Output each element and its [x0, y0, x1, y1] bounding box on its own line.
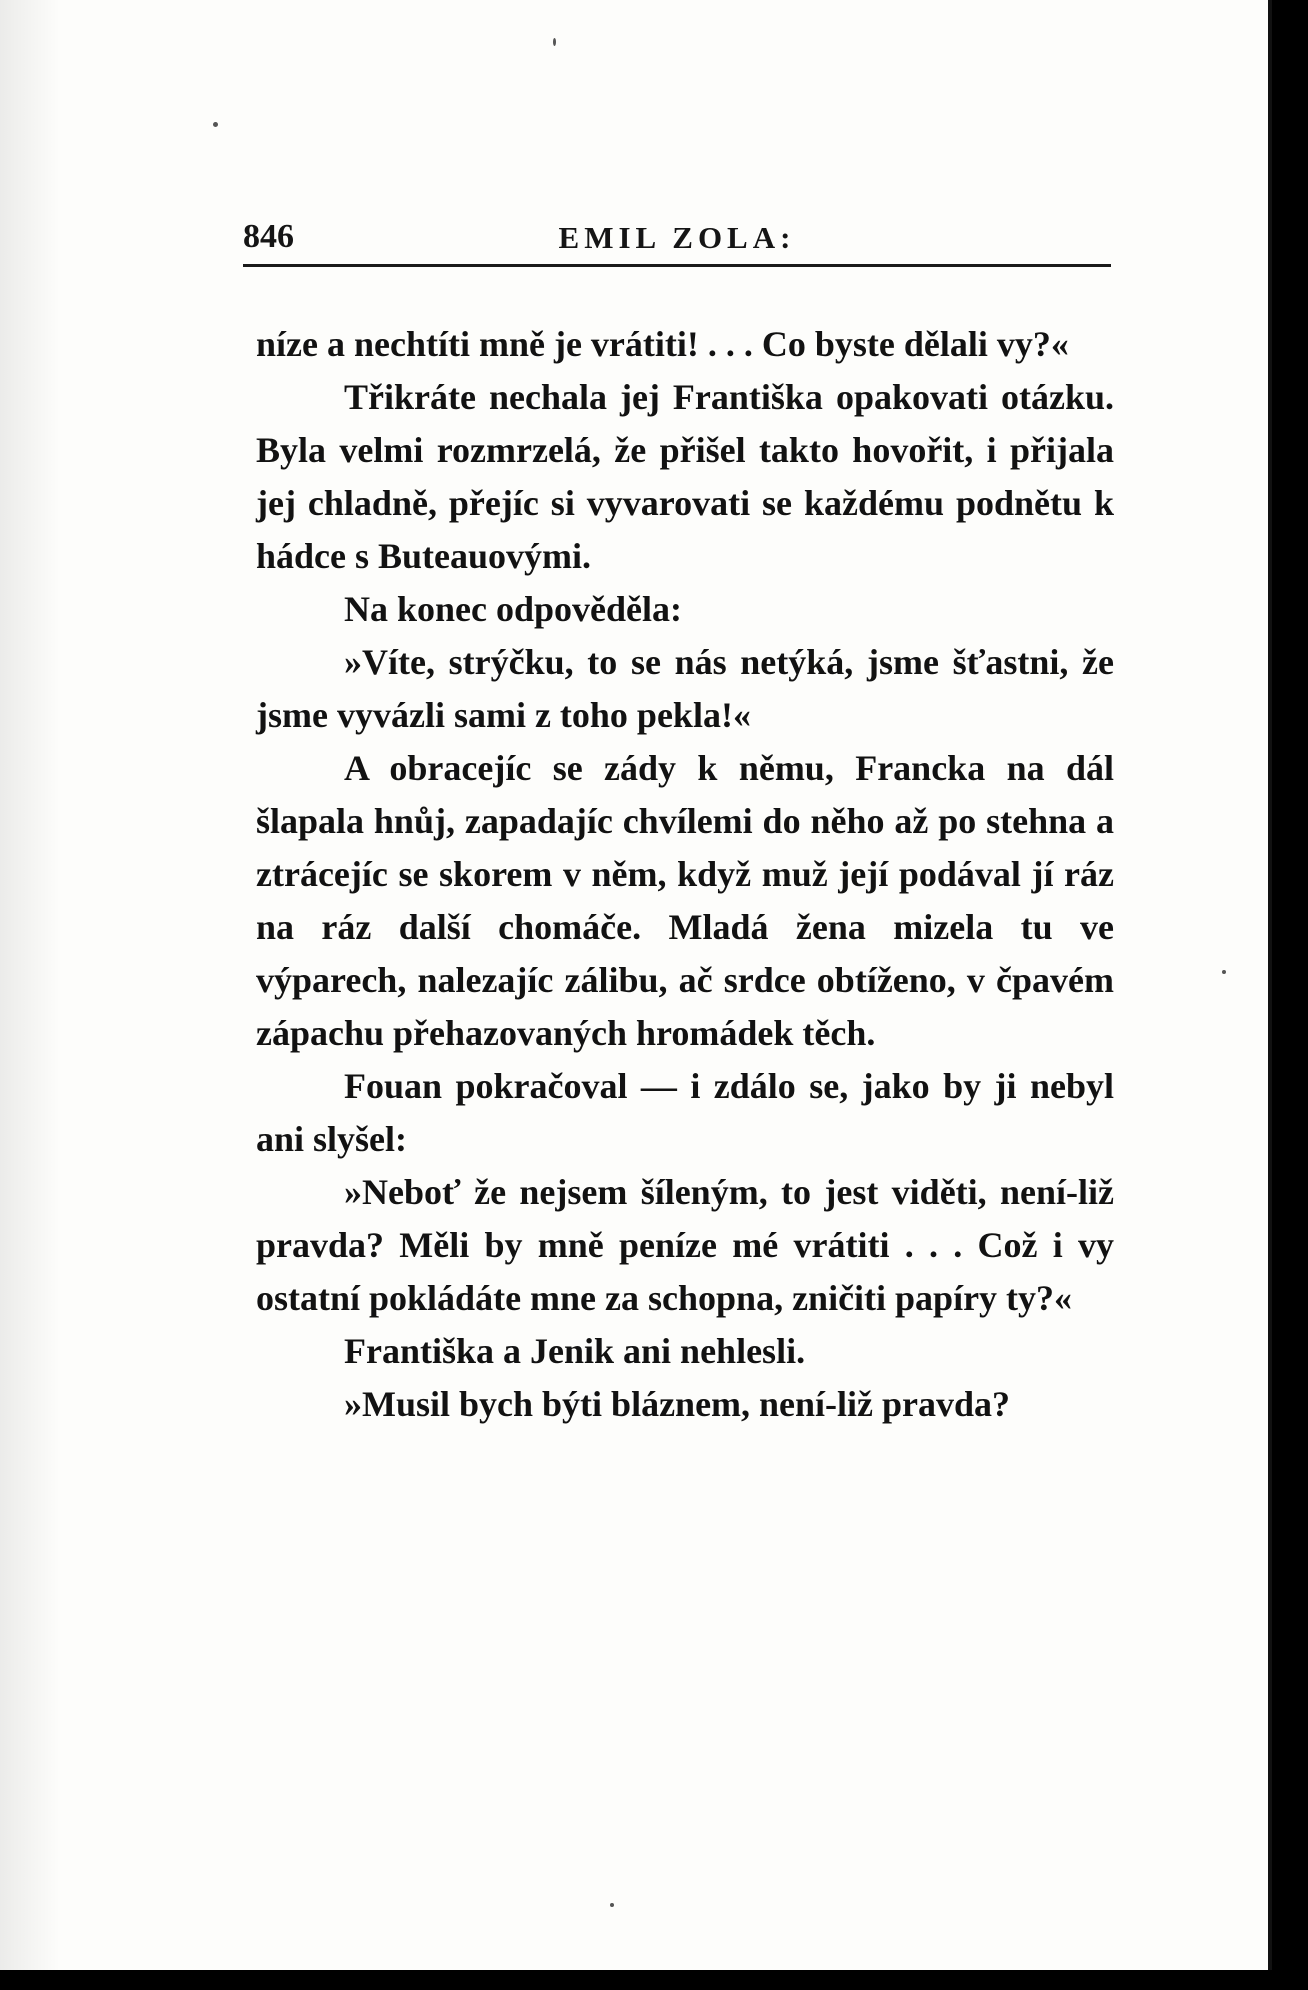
scan-speck — [213, 122, 218, 127]
page-edge-shadow — [0, 0, 60, 1970]
paragraph: Fouan pokračoval — i zdálo se, jako by ji nebyl ani slyšel: — [256, 1066, 1114, 1159]
scan-speck — [610, 1903, 614, 1907]
paragraph: Františka a Jenik ani nehlesli. — [344, 1331, 806, 1371]
page-number: 846 — [243, 218, 294, 255]
running-head: EMIL ZOLA: — [558, 220, 796, 255]
paragraph: níze a nechtíti mně je vrátiti! . . . Co byste dělali vy?« — [256, 324, 1069, 364]
paragraph: Na konec odpověděla: — [344, 589, 683, 629]
header-rule — [243, 264, 1111, 267]
scan-speck — [1222, 970, 1226, 974]
paragraph: »Musil bych býti bláznem, není-liž pravda? — [344, 1384, 1011, 1424]
paragraph: »Neboť že nejsem šíleným, to jest viděti, není-liž pravda? Měli by mně peníze mé vrátiti . . . Což i vy ostatní pokládáte mne za schopna, zničiti papíry ty?« — [256, 1172, 1114, 1318]
body-text — [256, 318, 1114, 1431]
paragraph: »Víte, strýčku, to se nás netýká, jsme šťastni, že jsme vyvázli sami z toho pekla!« — [256, 642, 1114, 735]
page-header — [243, 218, 1111, 258]
scan-speck — [553, 38, 556, 46]
paragraph: Třikráte nechala jej Františka opakovati otázku. Byla velmi rozmrzelá, že přišel takto hovořit, i přijala jej chladně, přejíc si vyvarovati se každému podnětu k hádce s Buteauovými. — [256, 377, 1114, 576]
paragraph: A obracejíc se zády k němu, Francka na dál šlapala hnůj, zapadajíc chvílemi do něho až po stehna a ztrácejíc se skorem v něm, když muž její podával jí ráz na ráz další chomáče. Mladá žena mizela tu ve výparech, nalezajíc zálibu, ač srdce obtíženo, v čpavém zápachu přehazovaných hromádek těch. — [256, 748, 1114, 1053]
